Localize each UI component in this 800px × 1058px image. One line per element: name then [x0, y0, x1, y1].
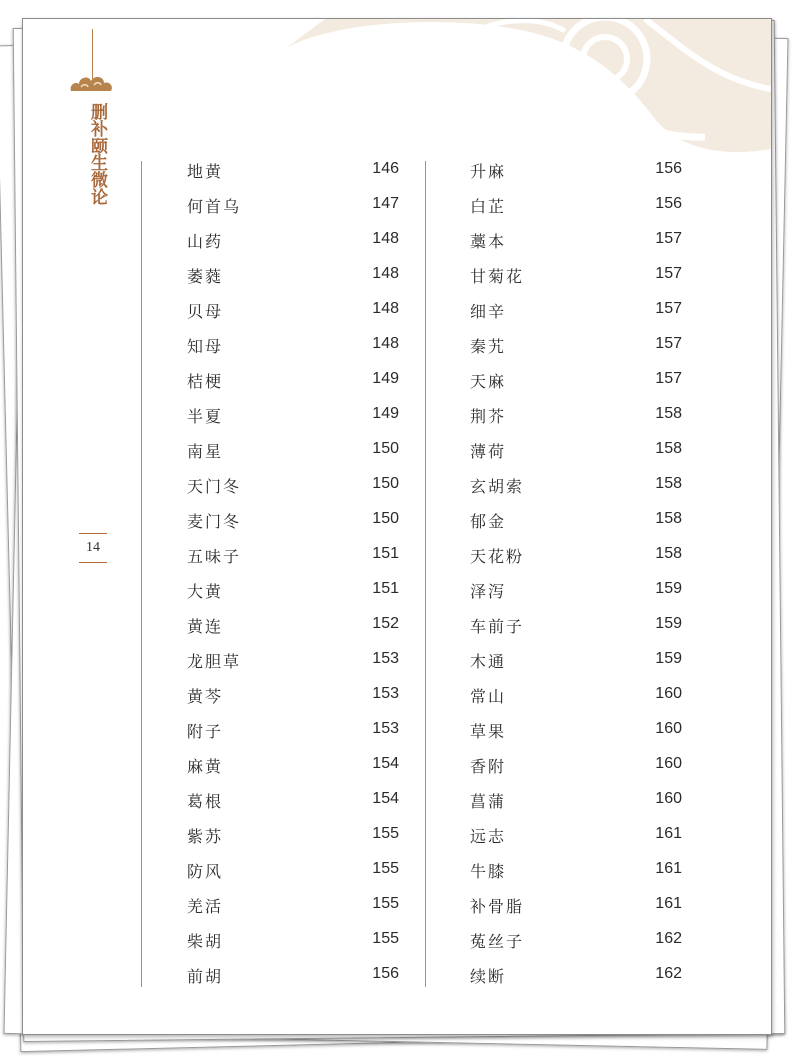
toc-entry [470, 155, 682, 190]
toc-entry [187, 435, 399, 470]
toc-entry [470, 295, 682, 330]
toc-entry [470, 400, 682, 435]
toc-entry [187, 155, 399, 190]
toc-entry [187, 715, 399, 750]
toc-entry-page: 152 [372, 615, 399, 632]
toc-entry [187, 855, 399, 890]
toc-entry-name: 菖蒲 [470, 792, 507, 811]
toc-entry-page: 149 [372, 370, 399, 387]
toc-entry-name: 常山 [470, 687, 507, 706]
toc-entry-name: 麦门冬 [187, 512, 242, 531]
toc-entry [187, 225, 399, 260]
toc-entry-page: 157 [655, 335, 682, 352]
toc-entry-name: 附子 [187, 722, 224, 741]
toc-entry [470, 820, 682, 855]
toc-entry-page: 156 [655, 195, 682, 212]
toc-entry-name: 黄芩 [187, 687, 224, 706]
toc-entry [470, 225, 682, 260]
toc-entry-name: 天花粉 [470, 547, 525, 566]
toc-entry-name: 甘菊花 [470, 267, 525, 286]
toc-entry-page: 151 [372, 580, 399, 597]
toc-entry-page: 151 [372, 545, 399, 562]
toc-entry [470, 855, 682, 890]
auspicious-cloud-icon [67, 69, 115, 97]
toc-entry-page: 155 [372, 825, 399, 842]
book-title: 删补颐生微论 [87, 103, 107, 205]
toc-entry [470, 680, 682, 715]
toc-entry-page: 161 [655, 860, 682, 877]
toc-entry [470, 435, 682, 470]
toc-entry [470, 470, 682, 505]
toc-entry [470, 575, 682, 610]
toc-entry-name: 前胡 [187, 967, 224, 986]
toc-entry-name: 大黄 [187, 582, 224, 601]
toc-entry-name: 何首乌 [187, 197, 242, 216]
toc-entry-page: 156 [655, 160, 682, 177]
toc-entry [470, 505, 682, 540]
toc-entry-name: 知母 [187, 337, 224, 356]
toc-left-column [187, 155, 399, 995]
toc-entry [187, 785, 399, 820]
toc-entry [187, 400, 399, 435]
toc-entry-page: 149 [372, 405, 399, 422]
toc-entry-name: 半夏 [187, 407, 224, 426]
toc-entry-name: 山药 [187, 232, 224, 251]
toc-entry-page: 157 [655, 265, 682, 282]
toc-entry [470, 540, 682, 575]
toc-entry-name: 木通 [470, 652, 507, 671]
toc-entry-page: 150 [372, 475, 399, 492]
toc-entry [470, 925, 682, 960]
toc-entry-page: 155 [372, 860, 399, 877]
toc-entry-name: 天麻 [470, 372, 507, 391]
toc-entry [187, 890, 399, 925]
toc-entry-page: 160 [655, 755, 682, 772]
toc-entry [187, 295, 399, 330]
toc-entry-name: 白芷 [470, 197, 507, 216]
toc-entry-name: 麻黄 [187, 757, 224, 776]
toc-entry-name: 郁金 [470, 512, 507, 531]
toc-entry [187, 540, 399, 575]
toc-entry-page: 160 [655, 790, 682, 807]
toc-entry-name: 贝母 [187, 302, 224, 321]
toc-entry-page: 159 [655, 580, 682, 597]
toc-entry [187, 610, 399, 645]
toc-entry-name: 升麻 [470, 162, 507, 181]
toc-entry-name: 玄胡索 [470, 477, 525, 496]
toc-entry-name: 秦艽 [470, 337, 507, 356]
toc-entry-name: 远志 [470, 827, 507, 846]
toc-entry-page: 157 [655, 300, 682, 317]
toc-entry-page: 159 [655, 650, 682, 667]
toc-entry-page: 154 [372, 790, 399, 807]
toc-entry-page: 161 [655, 825, 682, 842]
toc-entry-name: 防风 [187, 862, 224, 881]
toc-entry [470, 190, 682, 225]
toc-entry-name: 天门冬 [187, 477, 242, 496]
book-page [22, 18, 772, 1035]
toc-entry [470, 330, 682, 365]
toc-entry [187, 680, 399, 715]
column-divider [141, 161, 142, 987]
toc-entry-page: 153 [372, 720, 399, 737]
toc-entry [470, 365, 682, 400]
toc-entry [187, 925, 399, 960]
toc-entry-page: 157 [655, 370, 682, 387]
toc-entry [187, 645, 399, 680]
toc-entry-page: 160 [655, 720, 682, 737]
toc-entry-page: 158 [655, 510, 682, 527]
toc-entry-page: 148 [372, 300, 399, 317]
toc-entry-name: 葛根 [187, 792, 224, 811]
toc-entry-name: 荆芥 [470, 407, 507, 426]
toc-entry-page: 157 [655, 230, 682, 247]
toc-entry-page: 148 [372, 230, 399, 247]
toc-entry-name: 龙胆草 [187, 652, 242, 671]
toc-entry-page: 146 [372, 160, 399, 177]
toc-entry [470, 785, 682, 820]
page-number: 14 [79, 533, 107, 563]
toc-entry-name: 萎蕤 [187, 267, 224, 286]
toc-entry-page: 156 [372, 965, 399, 982]
toc-entry [187, 575, 399, 610]
toc-entry-page: 155 [372, 895, 399, 912]
toc-entry-name: 泽泻 [470, 582, 507, 601]
toc-entry-name: 地黄 [187, 162, 224, 181]
toc-entry-page: 160 [655, 685, 682, 702]
toc-entry-page: 148 [372, 265, 399, 282]
toc-entry [187, 190, 399, 225]
toc-entry [187, 505, 399, 540]
toc-entry [187, 820, 399, 855]
toc-entry-name: 补骨脂 [470, 897, 525, 916]
toc-entry-page: 153 [372, 650, 399, 667]
toc-entry-name: 羌活 [187, 897, 224, 916]
toc-entry [470, 610, 682, 645]
toc-entry-page: 153 [372, 685, 399, 702]
toc-entry-page: 158 [655, 545, 682, 562]
toc-entry-name: 薄荷 [470, 442, 507, 461]
toc-entry-name: 车前子 [470, 617, 525, 636]
toc-entry [470, 645, 682, 680]
toc-entry [470, 260, 682, 295]
toc-entry-page: 154 [372, 755, 399, 772]
toc-entry-page: 162 [655, 965, 682, 982]
toc-entry-page: 147 [372, 195, 399, 212]
toc-entry [187, 260, 399, 295]
column-divider [425, 161, 426, 987]
toc-entry-name: 牛膝 [470, 862, 507, 881]
cloud-swirl-decoration [285, 19, 771, 159]
toc-entry-name: 菟丝子 [470, 932, 525, 951]
toc-entry [470, 715, 682, 750]
toc-entry [187, 470, 399, 505]
toc-entry-page: 158 [655, 440, 682, 457]
toc-entry [470, 960, 682, 995]
toc-entry-page: 158 [655, 475, 682, 492]
toc-entry-name: 桔梗 [187, 372, 224, 391]
toc-entry-page: 158 [655, 405, 682, 422]
toc-entry [187, 330, 399, 365]
toc-entry-page: 150 [372, 510, 399, 527]
toc-entry [470, 890, 682, 925]
toc-entry [187, 365, 399, 400]
toc-entry-page: 162 [655, 930, 682, 947]
toc-entry-name: 细辛 [470, 302, 507, 321]
toc-entry-name: 藁本 [470, 232, 507, 251]
toc-entry-name: 续断 [470, 967, 507, 986]
toc-entry-page: 155 [372, 930, 399, 947]
toc-entry-name: 南星 [187, 442, 224, 461]
toc-entry-page: 161 [655, 895, 682, 912]
toc-entry-page: 159 [655, 615, 682, 632]
toc-entry [470, 750, 682, 785]
toc-entry [187, 960, 399, 995]
toc-entry-name: 香附 [470, 757, 507, 776]
toc-entry-name: 紫苏 [187, 827, 224, 846]
toc-entry-page: 150 [372, 440, 399, 457]
toc-entry [187, 750, 399, 785]
toc-entry-name: 草果 [470, 722, 507, 741]
toc-entry-name: 柴胡 [187, 932, 224, 951]
toc-entry-name: 黄连 [187, 617, 224, 636]
toc-entry-name: 五味子 [187, 547, 242, 566]
toc-entry-page: 148 [372, 335, 399, 352]
toc-right-column [470, 155, 682, 995]
